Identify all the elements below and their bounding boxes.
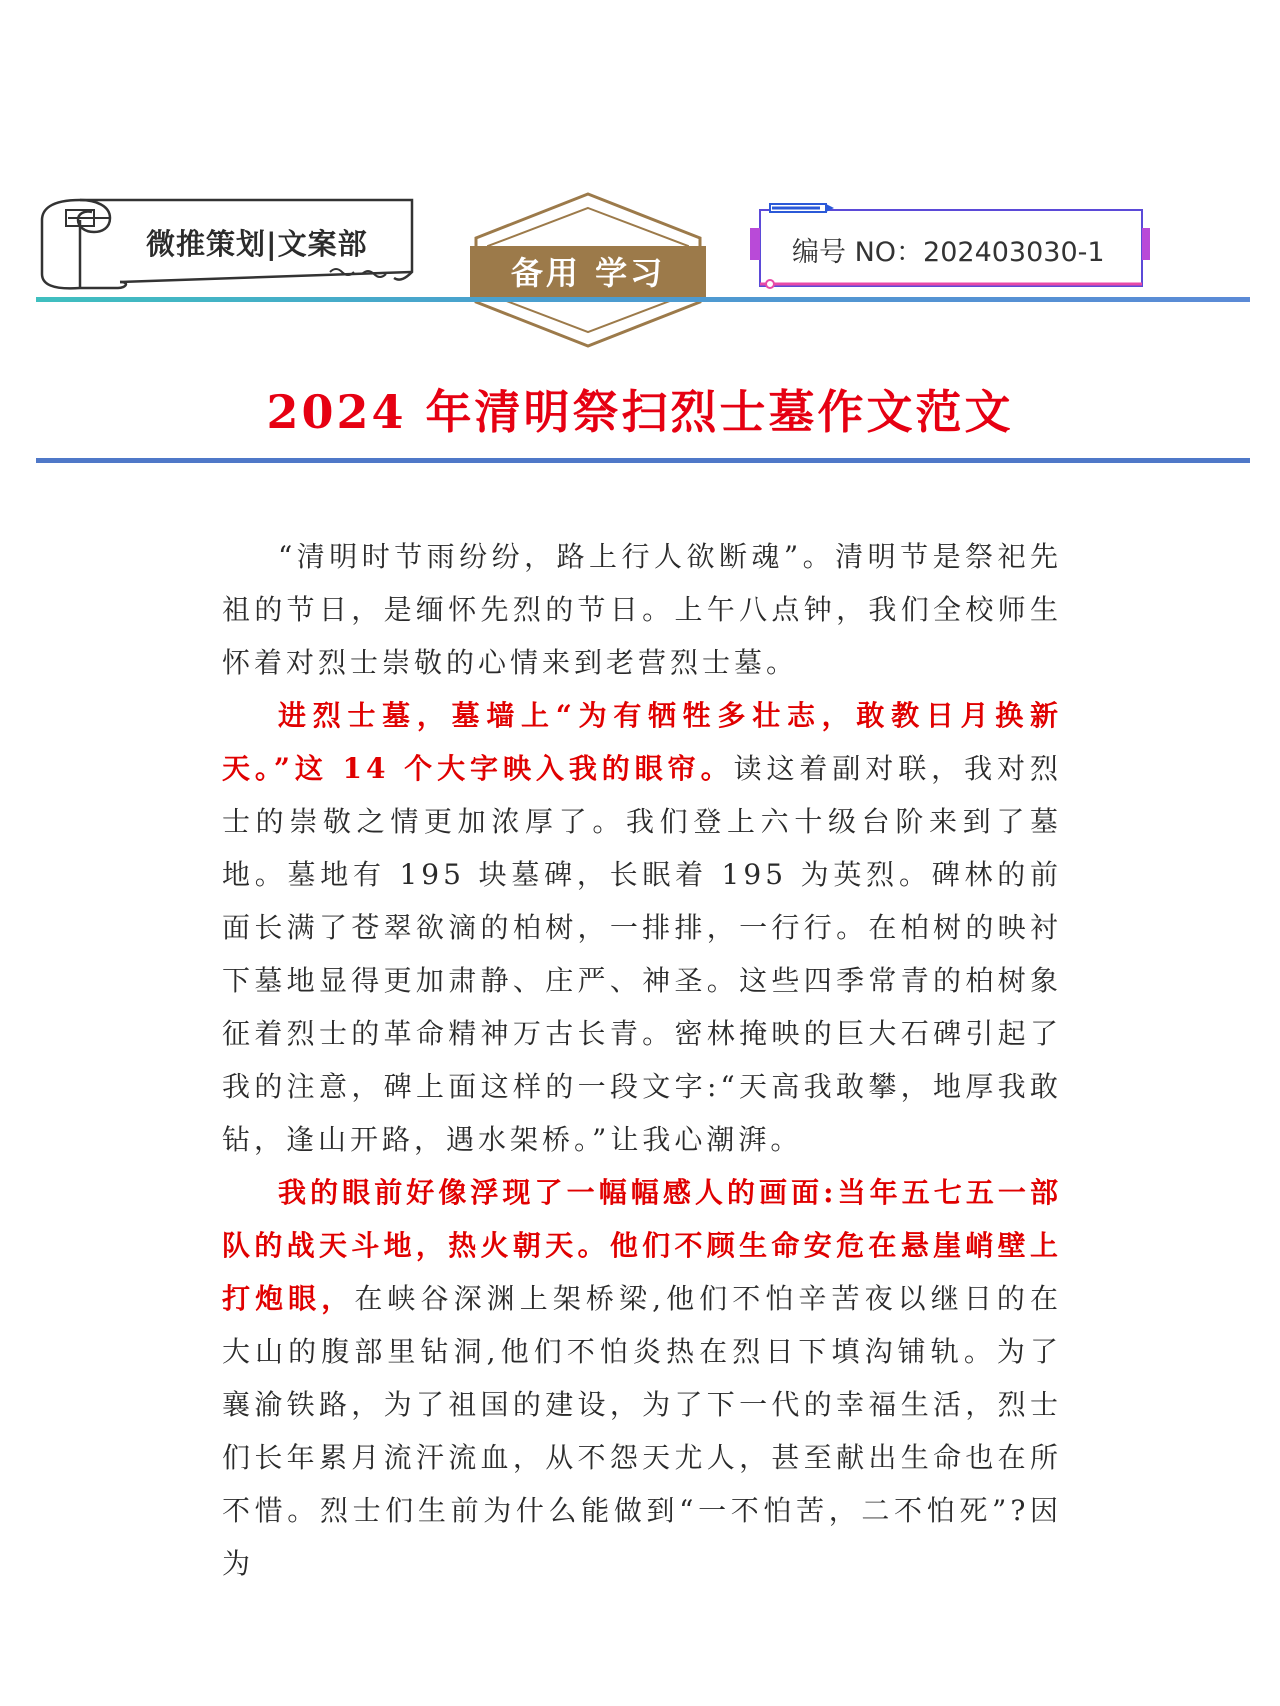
department-label: 微推策划|文案部 <box>146 227 368 261</box>
paragraph-1 <box>222 530 1062 689</box>
department-badge <box>40 196 420 292</box>
badge-label: 备用 学习 <box>510 254 666 292</box>
page-title: 2024 年清明祭扫烈士墓作文范文 <box>266 385 1014 439</box>
paragraph-3-highlight: 我的眼前好像浮现了一幅幅感人的画面:当年五七五一部队的战天斗地，热火朝天。他们不顾生命安危在悬崖峭壁上打炮眼， <box>222 1176 1062 1315</box>
study-badge <box>468 190 708 350</box>
paragraph-2-highlight: 进烈士墓，墓墙上“为有牺牲多壮志，敢教日月换新天。”这 14 个大字映入我的眼帘。 <box>222 699 1062 785</box>
paragraph-2 <box>222 689 1062 1166</box>
document-number: 编号 NO：202403030-1 <box>792 237 1105 268</box>
paragraph-3-text: 在峡谷深渊上架桥梁,他们不怕辛苦夜以继日的在大山的腹部里钻洞,他们不怕炎热在烈日下填沟铺轨。为了襄渝铁路，为了祖国的建设，为了下一代的幸福生活，烈士们长年累月流汗流血，从不怨天尤人，甚至献出生命也在所不惜。烈士们生前为什么能做到“一不怕苦，二不怕死”?因为 <box>222 1282 1062 1580</box>
document-number-box <box>750 200 1150 290</box>
header-divider <box>36 297 1250 302</box>
title-divider <box>36 458 1250 463</box>
article-body <box>222 530 1062 1590</box>
paragraph-2-text: 读这着副对联，我对烈士的崇敬之情更加浓厚了。我们登上六十级台阶来到了墓地。墓地有 195 块墓碑，长眠着 195 为英烈。碑林的前面长满了苍翠欲滴的柏树，一排排，一行行。在柏树的映衬下墓地显得更加肃静、庄严、神圣。这些四季常青的柏树象征着烈士的革命精神万古长青。密林掩映的巨大石碑引起了我的注意，碑上面这样的一段文字:“天高我敢攀，地厚我敢钻，逢山开路，遇水架桥。”让我心潮湃。 <box>222 752 1062 1156</box>
paragraph-1-text: “清明时节雨纷纷，路上行人欲断魂”。清明节是祭祀先祖的节日，是缅怀先烈的节日。上午八点钟，我们全校师生怀着对烈士崇敬的心情来到老营烈士墓。 <box>222 540 1062 679</box>
paragraph-3 <box>222 1166 1062 1590</box>
